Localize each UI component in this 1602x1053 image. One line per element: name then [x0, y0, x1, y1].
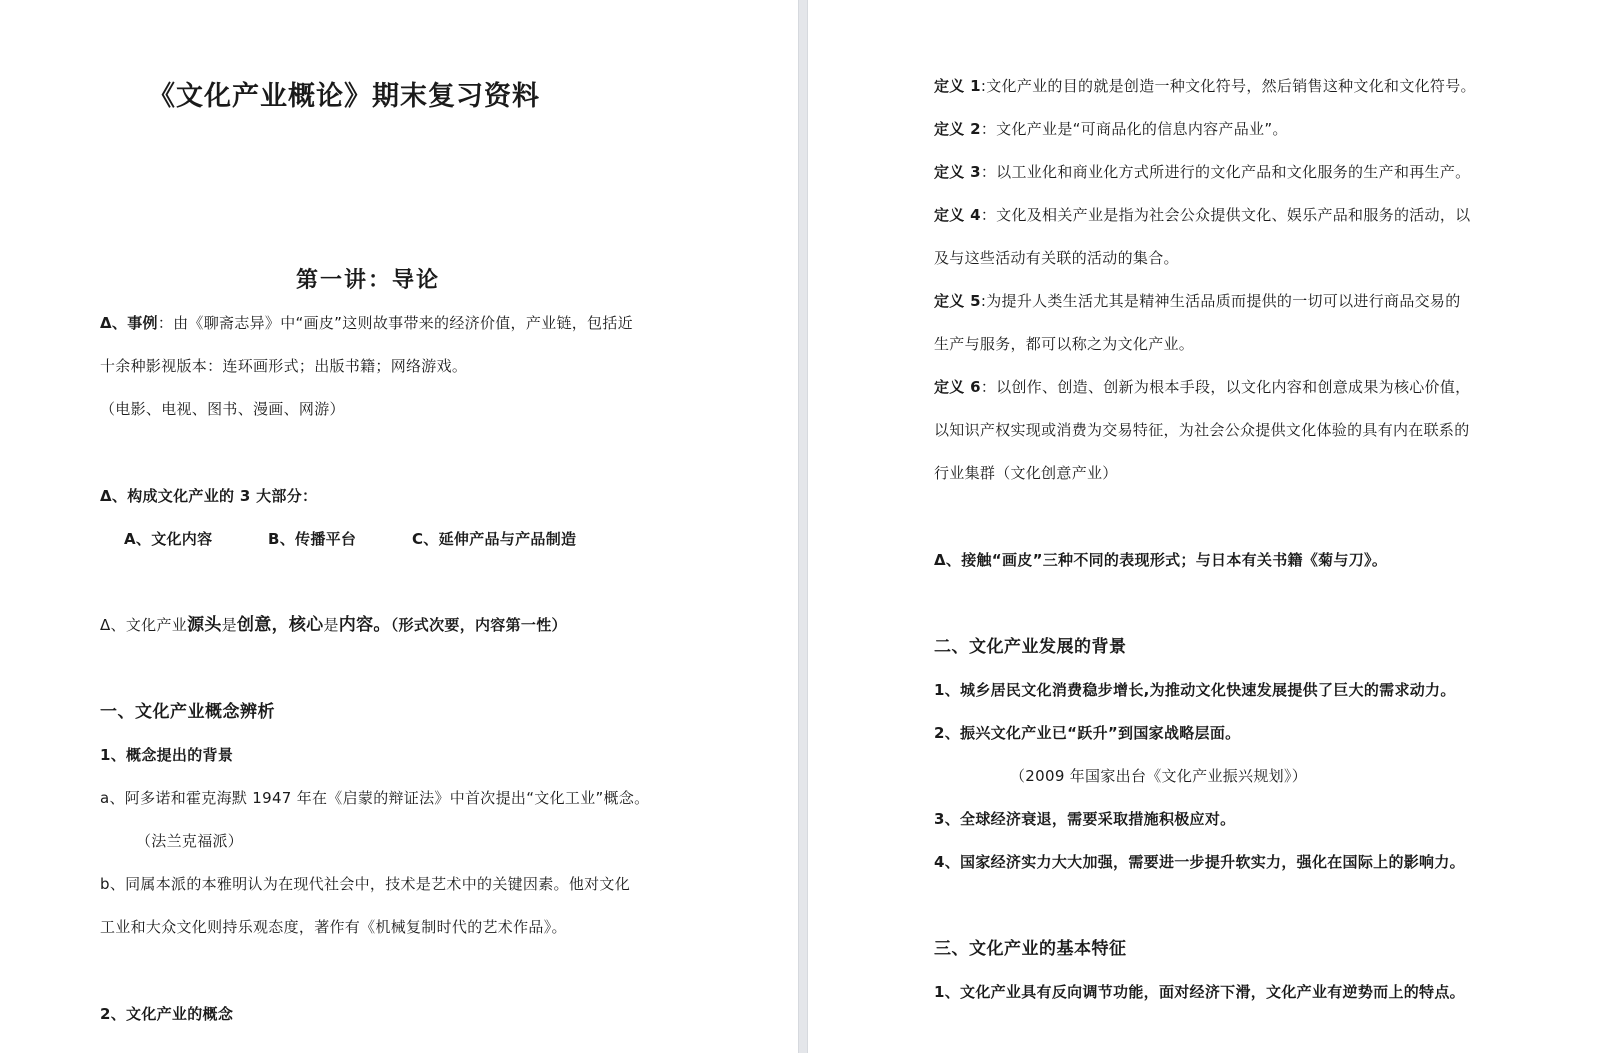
definition-6: [934, 377, 1470, 397]
source-word: 源头: [187, 615, 222, 635]
definition-3-text: ：以工业化和商业化方式所进行的文化产品和文化服务的生产和再生产。: [980, 163, 1471, 181]
part-c: C、延伸产品与产品制造: [412, 530, 577, 548]
definition-4: [934, 205, 1470, 225]
lecture-heading: 第一讲：导论: [296, 267, 441, 293]
sub2-heading: 2、文化产业的概念: [100, 1005, 234, 1023]
part-b: B、传播平台: [268, 530, 357, 548]
definition-1-text: :文化产业的目的就是创造一种文化符号，然后销售这种文化和文化符号。: [980, 77, 1476, 95]
example-continuation: 十余种影视版本：连环画形式；出版书籍；网络游戏。: [100, 357, 468, 375]
item-b-line1: b、同属本派的本雅明认为在现代社会中，技术是艺术中的关键因素。他对文化: [100, 875, 631, 893]
source-connector-1: 是: [221, 616, 237, 634]
definition-2-label: 定义 2: [934, 120, 981, 138]
background-1: 1、城乡居民文化消费稳步增长,为推动文化快速发展提供了巨大的需求动力。: [934, 681, 1456, 699]
definition-6-continuation-1: 以知识产权实现或消费为交易特征，为社会公众提供文化体验的具有内在联系的: [934, 421, 1470, 439]
part-a: A、文化内容: [124, 530, 213, 548]
example-text: ：由《聊斋志异》中“画皮”这则故事带来的经济价值，产业链，包括近: [157, 314, 633, 332]
definition-1-label: 定义 1: [934, 77, 981, 95]
definition-5-text: :为提升人类生活尤其是精神生活品质而提供的一切可以进行商品交易的: [980, 292, 1461, 310]
source-core-line: [100, 615, 567, 635]
definition-5-continuation: 生产与服务，都可以称之为文化产业。: [934, 335, 1195, 353]
definition-4-label: 定义 4: [934, 206, 981, 224]
source-connector-2: 是: [323, 616, 339, 634]
feature-1: 1、文化产业具有反向调节功能，面对经济下滑，文化产业有逆势而上的特点。: [934, 983, 1465, 1001]
item-a-school: （法兰克福派）: [136, 832, 244, 850]
item-b-line2: 工业和大众文化则持乐观态度，著作有《机械复制时代的艺术作品》。: [100, 918, 567, 936]
content-word: 内容。: [338, 615, 391, 635]
creativity-core-word: 创意，核心: [236, 615, 324, 635]
three-parts-heading: Δ、构成文化产业的 3 大部分：: [100, 487, 318, 505]
sub1-heading: 1、概念提出的背景: [100, 746, 234, 764]
background-2: 2、振兴文化产业已“跃升”到国家战略层面。: [934, 724, 1241, 742]
definition-6-continuation-2: 行业集群（文化创意产业）: [934, 464, 1118, 482]
background-4: 4、国家经济实力大大加强，需要进一步提升软实力，强化在国际上的影响力。: [934, 853, 1465, 871]
document-page-right: [808, 0, 1602, 1053]
definition-4-text: ：文化及相关产业是指为社会公众提供文化、娱乐产品和服务的活动，以: [980, 206, 1471, 224]
example-media: （电影、电视、图书、漫画、网游）: [100, 400, 345, 418]
definition-5: [934, 291, 1461, 311]
item-a: a、阿多诺和霍克海默 1947 年在《启蒙的辩证法》中首次提出“文化工业”概念。: [100, 789, 650, 807]
example-label: Δ、事例: [100, 314, 158, 332]
background-3: 3、全球经济衰退，需要采取措施积极应对。: [934, 810, 1236, 828]
definition-4-continuation: 及与这些活动有关联的活动的集合。: [934, 249, 1179, 267]
section1-heading: 一、文化产业概念辨析: [100, 702, 275, 722]
section3-heading: 三、文化产业的基本特征: [934, 939, 1127, 959]
source-note: （形式次要，内容第一性）: [390, 616, 567, 634]
definition-3: [934, 162, 1470, 182]
definition-6-text: ：以创作、创造、创新为根本手段，以文化内容和创意成果为核心价值，: [980, 378, 1471, 396]
contact-forms-line: Δ、接触“画皮”三种不同的表现形式；与日本有关书籍《菊与刀》。: [934, 551, 1388, 569]
definition-5-label: 定义 5: [934, 292, 981, 310]
definition-2-text: ：文化产业是“可商品化的信息内容产品业”。: [980, 120, 1288, 138]
source-prefix: Δ、文化产业: [100, 616, 188, 634]
definition-2: [934, 119, 1288, 139]
document-title: 《文化产业概论》期末复习资料: [148, 81, 540, 112]
definition-1: [934, 76, 1476, 96]
document-page-left: [0, 0, 798, 1053]
background-2-note: （2009 年国家出台《文化产业振兴规划》）: [1010, 767, 1308, 785]
example-line: [100, 313, 633, 333]
section2-heading: 二、文化产业发展的背景: [934, 637, 1127, 657]
page-gutter: [798, 0, 808, 1053]
definition-3-label: 定义 3: [934, 163, 981, 181]
definition-6-label: 定义 6: [934, 378, 981, 396]
